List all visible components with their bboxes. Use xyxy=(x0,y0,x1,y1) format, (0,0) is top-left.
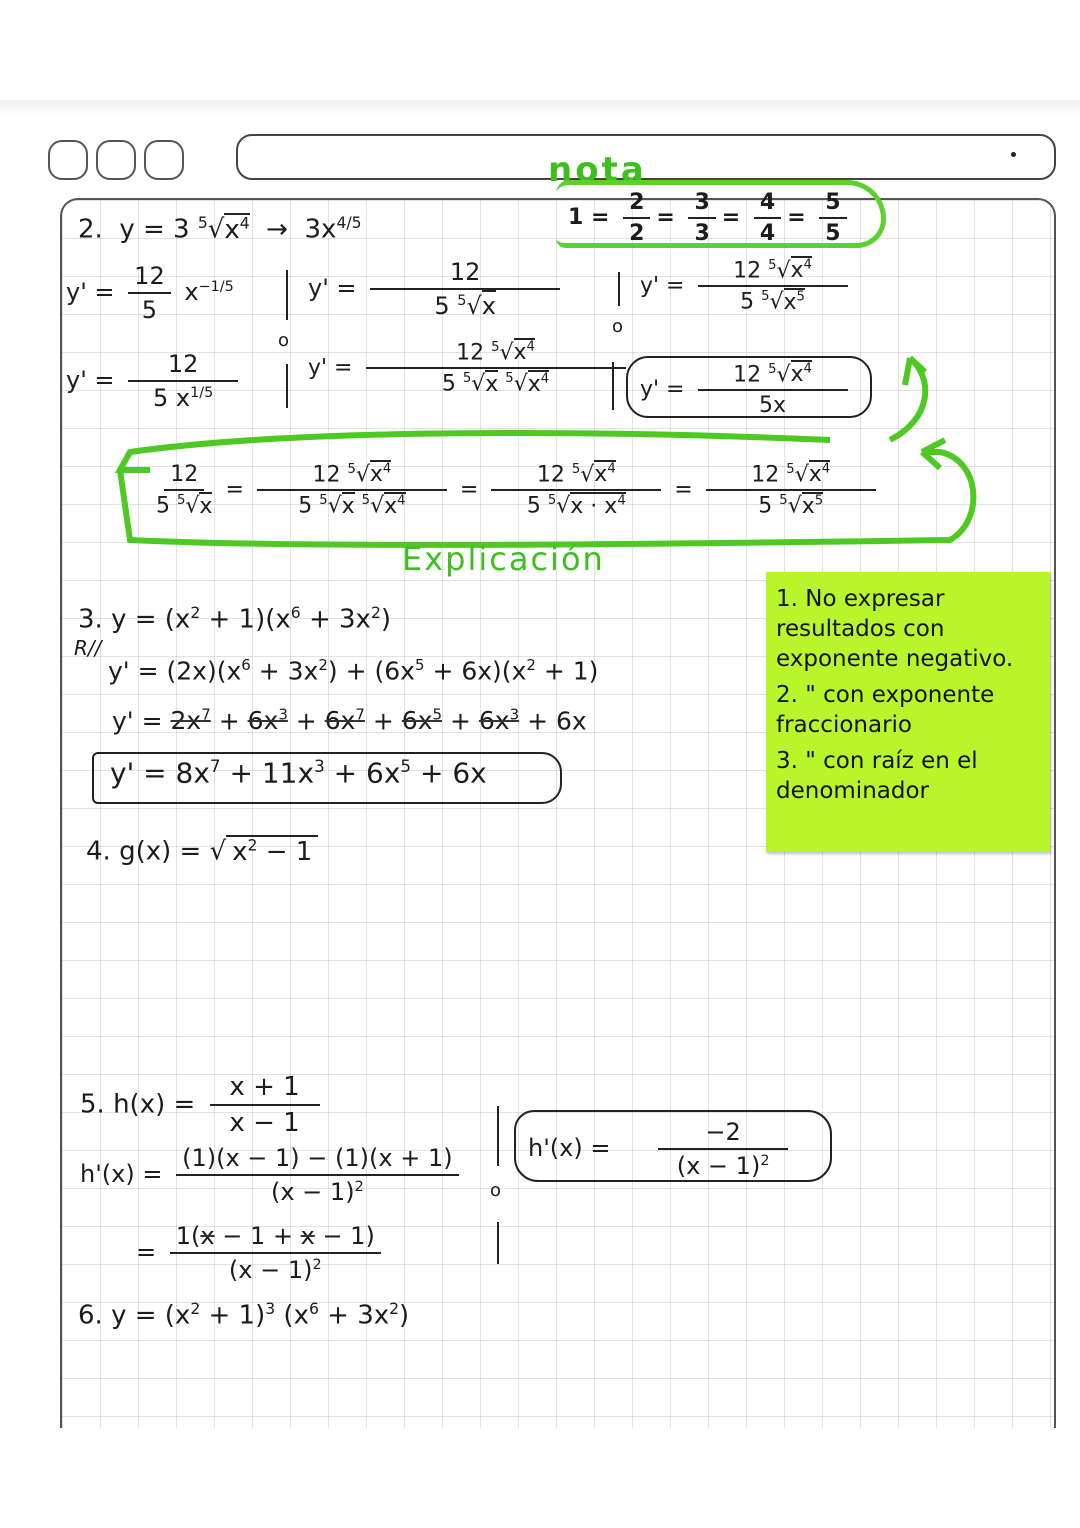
problem2-step2: y' = $\frac{12}{5 ^5√x}$ xyxy=(308,258,566,320)
explanation-label: Explicación xyxy=(402,540,605,578)
separator xyxy=(497,1222,499,1264)
separator xyxy=(497,1106,499,1166)
problem2-step5: y' = $\frac{12 ^5√x^4}{5 ^5√x^5}$ xyxy=(640,258,854,315)
problem3-result: $y' = 8x^7 + 11x^3 + 6x^5 + 6x$ xyxy=(110,756,487,790)
problem5-step1: h'(x) = $\frac{(1)(x - 1) - (1)(x + 1)}{(x - 1)^2}$ xyxy=(80,1144,465,1206)
problem3-step1: $y' = (2x)(x^6 + 3x^2) + (6x^5 + 6x)(x^2 + 1)$ xyxy=(108,656,599,686)
explanation-arrows xyxy=(0,0,1080,620)
separator-letter: o xyxy=(490,1180,502,1201)
explanation-chain: $\frac{12}{5 ^5√x}$ = $\frac{12 ^5√x^4}{5 ^5√x ^5√x^4}$ = $\frac{12 ^5√x^4}{5 ^5√x \cdot x^4}$ = $\frac{12 ^5√x^4}{5 ^5√x^5}$ xyxy=(150,462,882,519)
problem3-step2: $y' = 2x^7 + 6x^3 + 6x^7 + 6x^5 + 6x^3 + 6x$ xyxy=(112,706,587,736)
problem3-function: 3. $y = (x^2 + 1)(x^6 + 3x^2)$ xyxy=(78,604,392,635)
problem5-step2: = $\frac{1(x - 1 + x - 1)}{(x - 1)^2}$ xyxy=(136,1222,387,1284)
separator-letter: o xyxy=(612,316,624,337)
sticky-note xyxy=(766,572,1050,852)
sticky-rule: 2. " con exponente fraccionario xyxy=(776,682,995,738)
problem3-prefix: R// xyxy=(74,636,102,660)
note-label: nota xyxy=(548,150,647,190)
problem2-result: y' = $\frac{12 ^5√x^4}{5x}$ xyxy=(640,362,854,418)
problem2-step3: y' = $\frac{12}{5 x^{1/5}}$ xyxy=(66,350,244,412)
note-identity: 1 = $\frac{2}{2}$ = $\frac{3}{3}$ = $\frac{4}{4}$ = $\frac{5}{5}$ xyxy=(568,190,853,246)
separator-letter: o xyxy=(278,330,290,351)
problem4-function: 4. g(x) = √ $x^2 - 1$ xyxy=(86,836,318,867)
problem2-step4: y' = $\frac{12 ^5√x^4}{5 ^5√x ^5√x^4}$ xyxy=(308,340,632,397)
problem2-step1: y' = $\frac{12}{5}$ $x^{-1/5}$ xyxy=(66,262,234,324)
sticky-rule: 3. " con raíz en el denominador xyxy=(776,748,978,804)
problem2-function: 2. y = 3 $^5√x^4 \to 3x^{4/5}$ xyxy=(78,214,362,245)
problem5-result: h'(x) = $\frac{-2}{(x - 1)^2}$ xyxy=(528,1118,794,1180)
problem5-function: 5. h(x) = $\frac{x + 1}{x - 1}$ xyxy=(80,1072,326,1138)
sticky-rule: 1. No expresar resultados con exponente negativo. xyxy=(776,586,1014,672)
problem6-function: 6. $y = (x^2 + 1)^3$ $(x^6 + 3x^2)$ xyxy=(78,1300,410,1331)
